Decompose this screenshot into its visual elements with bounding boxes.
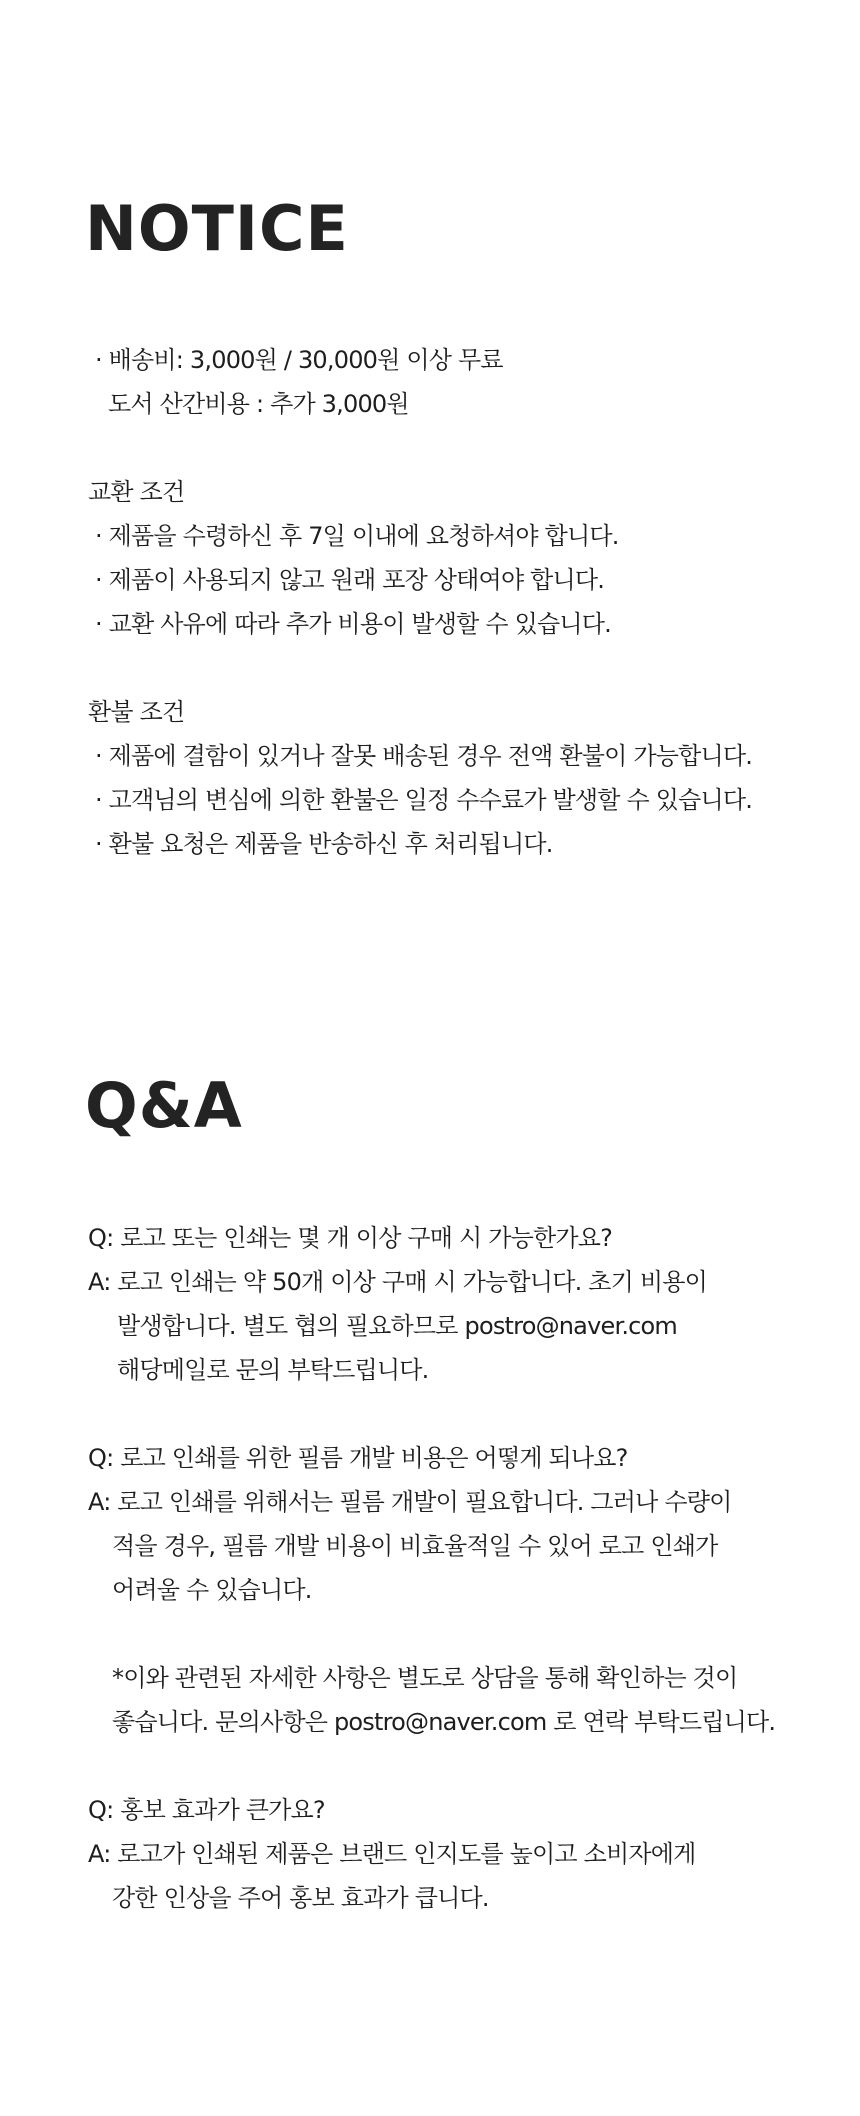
qna-answer-line: 어려울 수 있습니다. <box>112 1576 312 1604</box>
qna-answer-line: 적을 경우, 필름 개발 비용이 비효율적일 수 있어 로고 인쇄가 <box>112 1532 718 1560</box>
qna-answer-line: A: 로고 인쇄를 위해서는 필름 개발이 필요합니다. 그러나 수량이 <box>88 1488 732 1516</box>
notice-title: NOTICE <box>85 192 349 265</box>
refund-condition-item: · 제품에 결함이 있거나 잘못 배송된 경우 전액 환불이 가능합니다. <box>95 742 753 770</box>
qna-note-line: 좋습니다. 문의사항은 postro@naver.com 로 연락 부탁드립니다. <box>112 1708 776 1736</box>
qna-question: Q: 로고 또는 인쇄는 몇 개 이상 구매 시 가능한가요? <box>88 1224 613 1252</box>
qna-answer-line: 강한 인상을 주어 홍보 효과가 큽니다. <box>112 1884 489 1912</box>
shipping-fee-text: · 배송비: 3,000원 / 30,000원 이상 무료 <box>95 346 503 374</box>
exchange-condition-item: · 제품을 수령하신 후 7일 이내에 요청하셔야 합니다. <box>95 522 619 550</box>
qna-answer-line: 해당메일로 문의 부탁드립니다. <box>117 1356 429 1384</box>
refund-condition-item: · 환불 요청은 제품을 반송하신 후 처리됩니다. <box>95 830 553 858</box>
refund-condition-item: · 고객님의 변심에 의한 환불은 일정 수수료가 발생할 수 있습니다. <box>95 786 753 814</box>
island-fee-text: 도서 산간비용 : 추가 3,000원 <box>108 390 409 418</box>
exchange-condition-item: · 제품이 사용되지 않고 원래 포장 상태여야 합니다. <box>95 566 605 594</box>
qna-note-line: *이와 관련된 자세한 사항은 별도로 상담을 통해 확인하는 것이 <box>112 1664 738 1692</box>
qna-question: Q: 로고 인쇄를 위한 필름 개발 비용은 어떻게 되나요? <box>88 1444 628 1472</box>
qna-answer-line: A: 로고가 인쇄된 제품은 브랜드 인지도를 높이고 소비자에게 <box>88 1840 696 1868</box>
qna-answer-line: 발생합니다. 별도 협의 필요하므로 postro@naver.com <box>117 1312 678 1340</box>
refund-heading: 환불 조건 <box>88 698 185 726</box>
exchange-heading: 교환 조건 <box>88 478 185 506</box>
qna-title: Q&A <box>85 1069 243 1142</box>
exchange-condition-item: · 교환 사유에 따라 추가 비용이 발생할 수 있습니다. <box>95 610 611 638</box>
qna-answer-line: A: 로고 인쇄는 약 50개 이상 구매 시 가능합니다. 초기 비용이 <box>88 1268 707 1296</box>
qna-question: Q: 홍보 효과가 큰가요? <box>88 1796 325 1824</box>
